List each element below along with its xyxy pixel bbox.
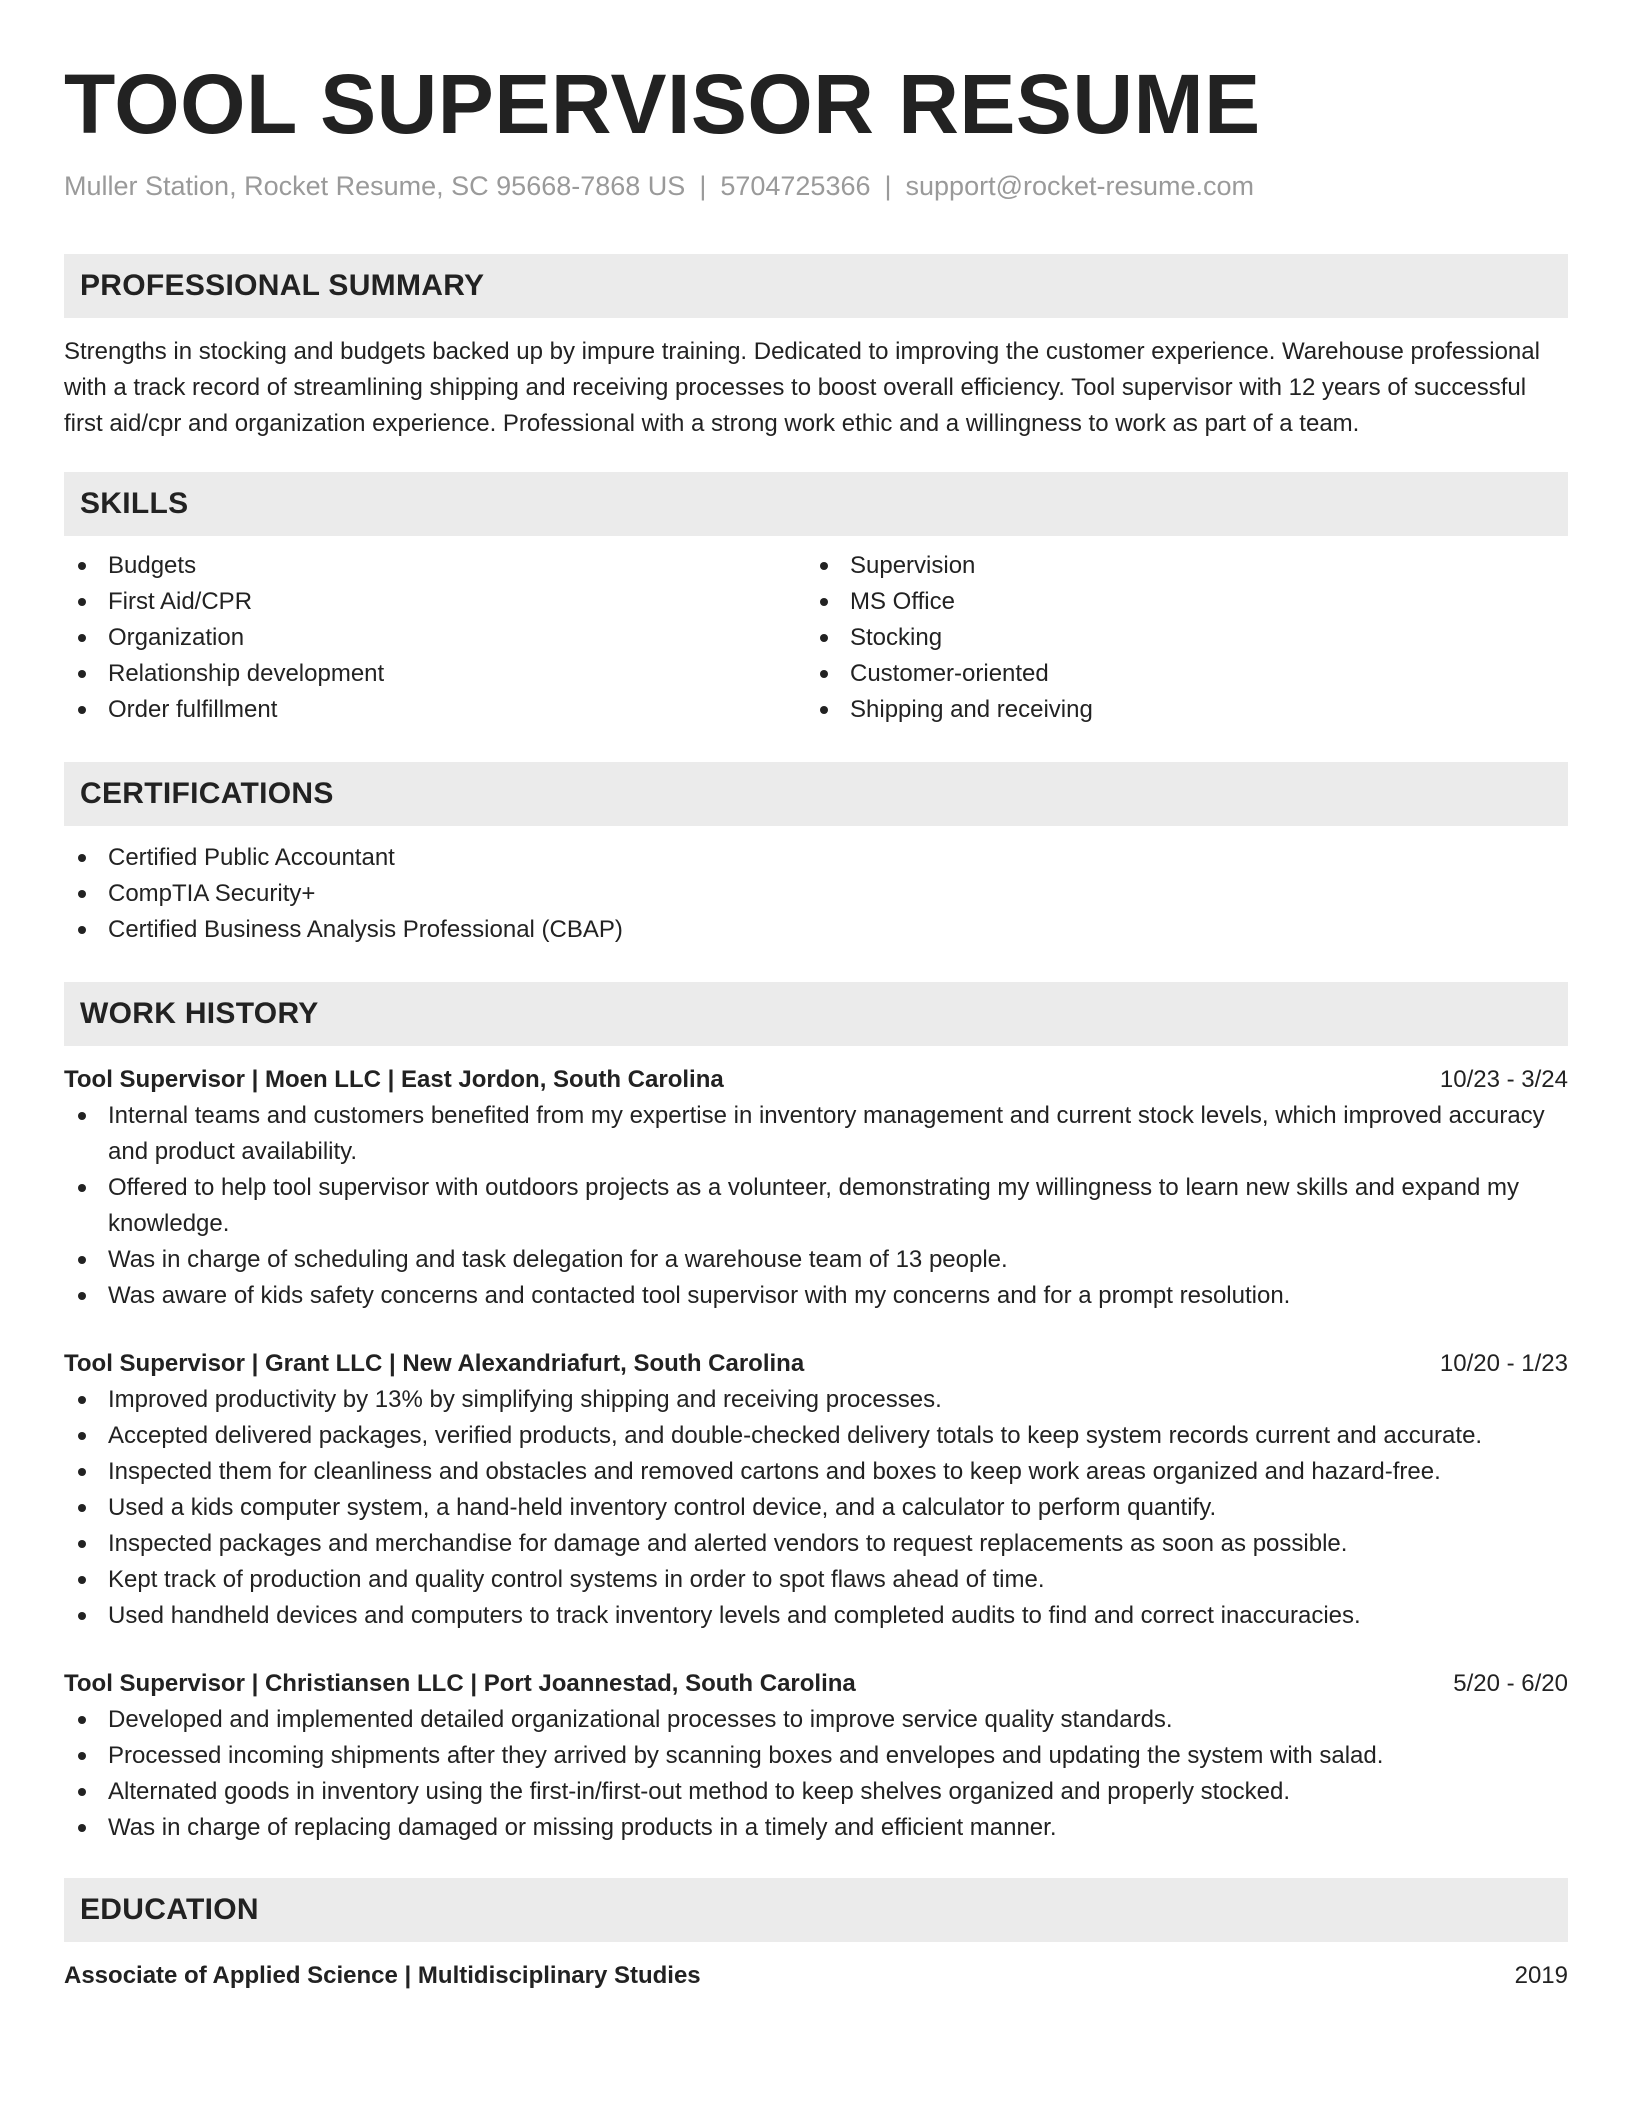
education-year: 2019 [1514,1962,1568,1989]
job-header [64,1346,1568,1382]
job-bullet-list [64,1098,1568,1314]
job-entry [64,1346,1568,1634]
job-bullet: Kept track of production and quality control systems in order to spot flaws ahead of time. [64,1562,1568,1598]
job-dates: 10/20 - 1/23 [1439,1350,1568,1377]
skill-item: Budgets [64,548,806,584]
contact-phone: 5704725366 [720,171,871,201]
work-history-heading: WORK HISTORY [64,982,1568,1046]
skill-item: First Aid/CPR [64,584,806,620]
skills-left-list [64,548,806,728]
job-bullet: Used a kids computer system, a hand-held inventory control device, and a calculator to perform quantify. [64,1490,1568,1526]
skill-item: Organization [64,620,806,656]
job-title: Tool Supervisor | Christiansen LLC | Port Joannestad, South Carolina [64,1670,856,1697]
certification-item: CompTIA Security+ [64,876,1568,912]
certifications-list [64,840,1568,948]
education-entry [64,1958,1568,1994]
job-bullet: Offered to help tool supervisor with outdoors projects as a volunteer, demonstrating my willingness to learn new skills and expand my knowledge. [64,1170,1568,1242]
summary-heading: PROFESSIONAL SUMMARY [64,254,1568,318]
job-title: Tool Supervisor | Grant LLC | New Alexandriafurt, South Carolina [64,1350,805,1377]
job-dates: 5/20 - 6/20 [1453,1670,1568,1697]
job-title: Tool Supervisor | Moen LLC | East Jordon, South Carolina [64,1066,724,1093]
job-bullet: Alternated goods in inventory using the first-in/first-out method to keep shelves organized and properly stocked. [64,1774,1568,1810]
skill-item: Order fulfillment [64,692,806,728]
job-bullet: Improved productivity by 13% by simplifying shipping and receiving processes. [64,1382,1568,1418]
certification-item: Certified Public Accountant [64,840,1568,876]
job-bullet: Accepted delivered packages, verified products, and double-checked delivery totals to keep system records current and accurate. [64,1418,1568,1454]
job-header [64,1062,1568,1098]
skills-grid [64,548,1568,728]
contact-separator: | [884,171,892,201]
resume-title: TOOL SUPERVISOR RESUME [64,57,1261,151]
job-bullet: Was in charge of scheduling and task delegation for a warehouse team of 13 people. [64,1242,1568,1278]
skill-item: Stocking [806,620,1548,656]
contact-line [64,170,1568,202]
skill-item: Relationship development [64,656,806,692]
contact-separator: | [699,171,707,201]
skill-item: MS Office [806,584,1548,620]
job-bullet: Processed incoming shipments after they arrived by scanning boxes and envelopes and updating the system with salad. [64,1738,1568,1774]
job-bullet: Developed and implemented detailed organizational processes to improve service quality standards. [64,1702,1568,1738]
job-dates: 10/23 - 3/24 [1439,1066,1568,1093]
job-bullet: Was in charge of replacing damaged or missing products in a timely and efficient manner. [64,1810,1568,1846]
job-bullet-list [64,1702,1568,1846]
job-bullet: Inspected packages and merchandise for damage and alerted vendors to request replacements as soon as possible. [64,1526,1568,1562]
job-bullet: Inspected them for cleanliness and obstacles and removed cartons and boxes to keep work areas organized and hazard-free. [64,1454,1568,1490]
skill-item: Supervision [806,548,1548,584]
job-header [64,1666,1568,1702]
contact-email[interactable]: support@rocket-resume.com [905,171,1255,201]
skills-right-list [806,548,1548,728]
skill-item: Shipping and receiving [806,692,1548,728]
job-bullet: Internal teams and customers benefited from my expertise in inventory management and current stock levels, which improved accuracy and product availability. [64,1098,1568,1170]
skill-item: Customer-oriented [806,656,1548,692]
education-degree: Associate of Applied Science | Multidisciplinary Studies [64,1962,701,1989]
summary-text: Strengths in stocking and budgets backed up by impure training. Dedicated to improving the customer experience. Warehouse professional with a track record of streamlining shipping and receiving processes to boost overall efficiency. Tool supervisor with 12 years of successful first aid/cpr and organization experience. Professional with a strong work ethic and a willingness to work as part of a team. [64,338,1540,437]
contact-address: Muller Station, Rocket Resume, SC 95668-7868 US [64,171,686,201]
certification-item: Certified Business Analysis Professional (CBAP) [64,912,1568,948]
skills-heading: SKILLS [64,472,1568,536]
job-entry [64,1666,1568,1846]
education-heading: EDUCATION [64,1878,1568,1942]
job-bullet: Was aware of kids safety concerns and contacted tool supervisor with my concerns and for a prompt resolution. [64,1278,1568,1314]
resume-page [64,0,1568,1994]
job-bullet: Used handheld devices and computers to track inventory levels and completed audits to find and correct inaccuracies. [64,1598,1568,1634]
job-bullet-list [64,1382,1568,1634]
certifications-heading: CERTIFICATIONS [64,762,1568,826]
job-entry [64,1062,1568,1314]
